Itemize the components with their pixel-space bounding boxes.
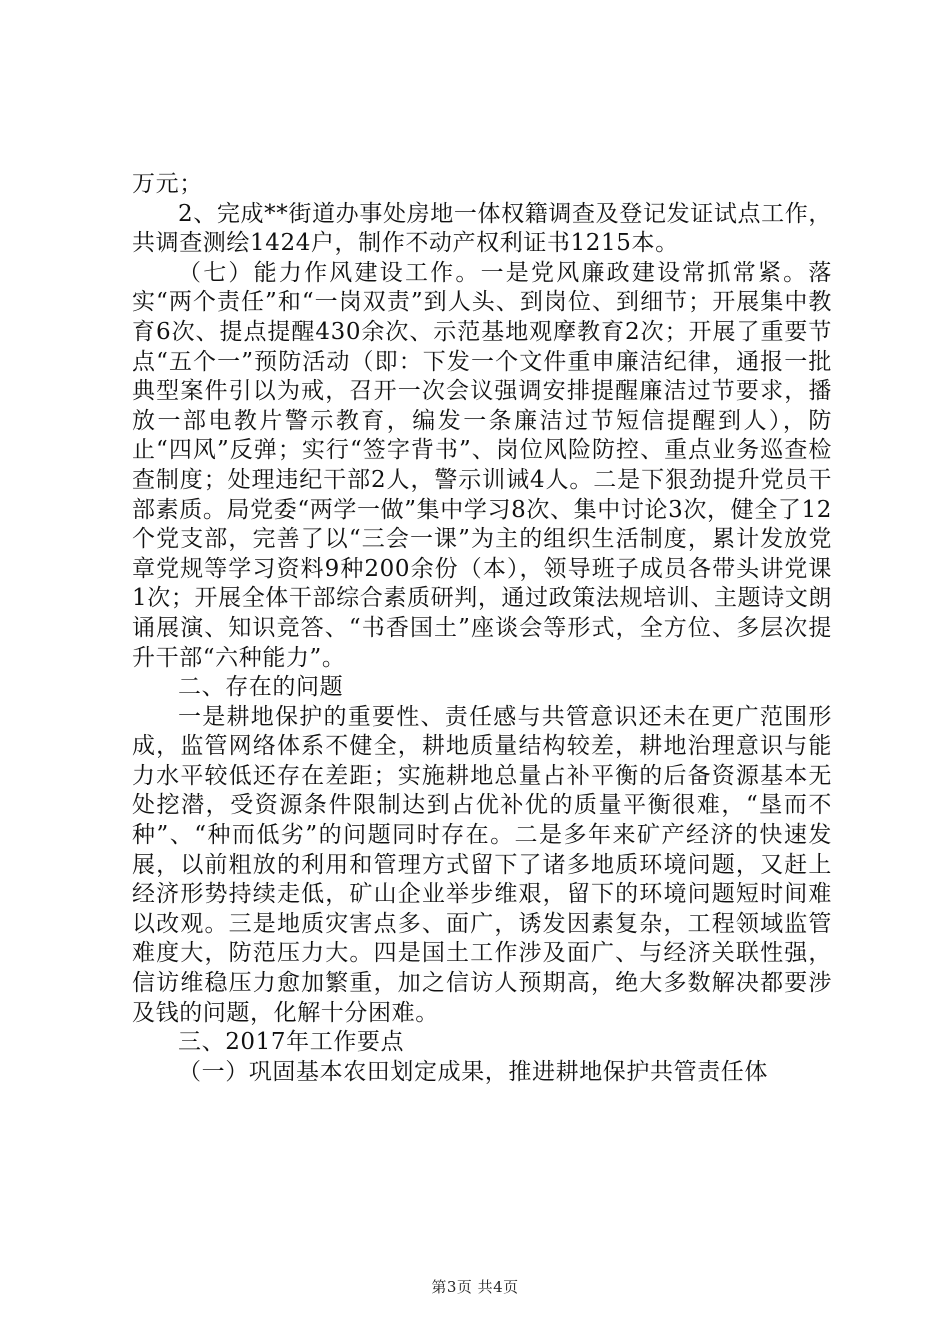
paragraph-registration-pilot: 2、完成**街道办事处房地一体权籍调查及登记发证试点工作，共调查测绘1424户，制作不动产权利证书1215本。	[132, 200, 832, 257]
paragraph-plan-item-1: （一）巩固基本农田划定成果，推进耕地保护共管责任体	[178, 1058, 768, 1085]
section-heading-2017-plan: 三、2017年工作要点	[178, 1029, 405, 1056]
paragraph-problems: 一是耕地保护的重要性、责任感与共管意识还未在更广范围形成，监管网络体系不健全，耕地质量结构较差，耕地治理意识与能力水平较低还存在差距；实施耕地总量占补平衡的后备资源基本无处挖潜，受资源条件限制达到占优补优的质量平衡很难，“垦而不种”、“种而低劣”的问题同时存在。二是多年来矿产经济的快速发展，以前粗放的利用和管理方式留下了诸多地质环境问题，又赶上经济形势持续走低，矿山企业举步维艰，留下的环境问题短时间难以改观。三是地质灾害点多、面广，诱发因素复杂，工程领域监管难度大，防范压力大。四是国土工作涉及面广、与经济关联性强，信访维稳压力愈加繁重，加之信访人预期高，绝大多数解决都要涉及钱的问题，化解十分困难。	[132, 703, 832, 1026]
paragraph-capability-work-style: （七）能力作风建设工作。一是党风廉政建设常抓常紧。落实“两个责任”和“一岗双责”到人头、到岗位、到细节；开展集中教育6次、提点提醒430余次、示范基地观摩教育2次；开展了重要节点“五个一”预防活动（即：下发一个文件重申廉洁纪律，通报一批典型案件引以为戒，召开一次会议强调安排提醒廉洁过节要求，播放一部电教片警示教育，编发一条廉洁过节短信提醒到人），防止“四风”反弹；实行“签字背书”、岗位风险防控、重点业务巡查检查制度；处理违纪干部2人，警示训诫4人。二是下狠劲提升党员干部素质。局党委“两学一做”集中学习8次、集中讨论3次，健全了12个党支部，完善了以“三会一课”为主的组织生活制度，累计发放党章党规等学习资料9种200余份（本），领导班子成员各带头讲党课1次；开展全体干部综合素质研判，通过政策法规培训、主题诗文朗诵展演、知识竞答、“书香国土”座谈会等形式，全方位、多层次提升干部“六种能力”。	[132, 259, 832, 671]
section-heading-problems: 二、存在的问题	[178, 674, 344, 701]
page-number-footer: 第3页 共4页	[431, 1278, 519, 1296]
paragraph-continuation: 万元；	[132, 171, 203, 197]
document-body	[132, 170, 832, 1087]
